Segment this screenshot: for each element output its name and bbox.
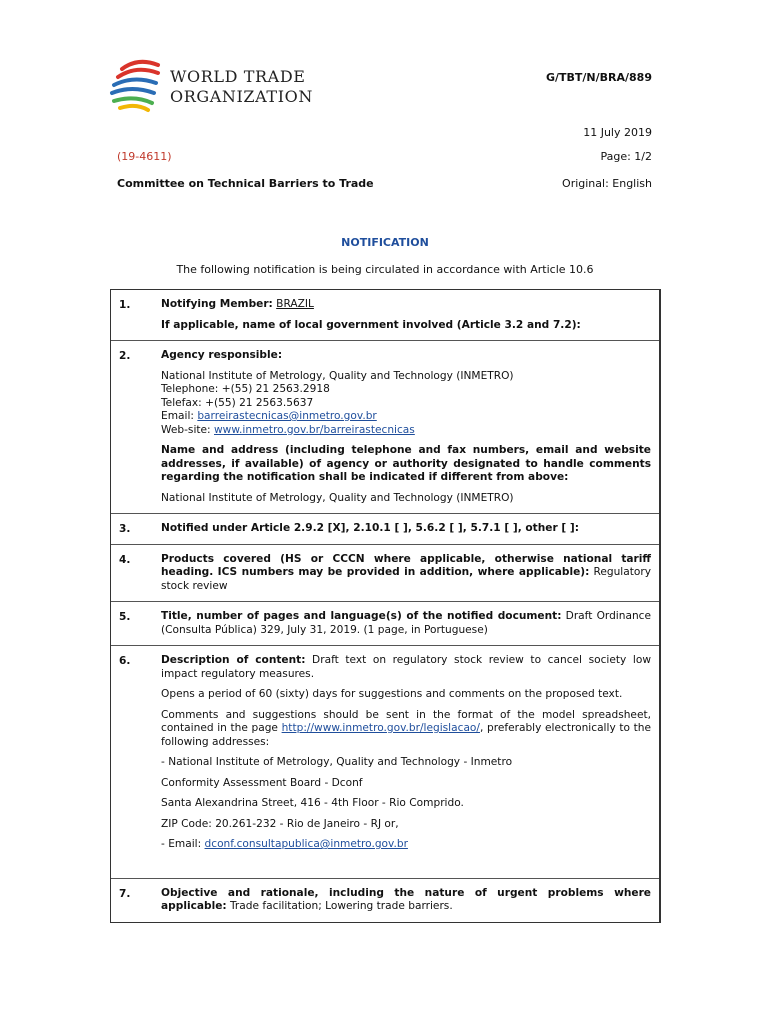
item-number: 2. — [119, 350, 131, 362]
address-line-3: Santa Alexandrina Street, 416 - 4th Floor - Rio Comprido. — [161, 797, 464, 809]
org-name — [170, 67, 313, 107]
name-address-value: National Institute of Metrology, Quality and Technology (INMETRO) — [161, 491, 514, 504]
comments-text: Comments and suggestions should be sent in the format of the model spreadsheet, contained in the page — [161, 708, 651, 734]
document-symbol: G/TBT/N/BRA/889 — [545, 71, 652, 84]
item-label: Title, number of pages and language(s) of the notified document: — [161, 610, 562, 622]
address-line-1: - National Institute of Metrology, Quality and Technology - Inmetro — [161, 756, 513, 768]
item-number: 4. — [119, 553, 131, 566]
products-covered: Regulatory stock review — [161, 566, 651, 592]
agency-telephone: Telephone: +(55) 21 2563.2918 — [161, 383, 330, 395]
page-number: Page: 1/2 — [600, 150, 652, 163]
email-label: Email: — [161, 410, 198, 422]
agency-contact — [161, 370, 651, 438]
legislacao-link[interactable]: http://www.inmetro.gov.br/legislacao/ — [281, 722, 480, 734]
wto-logo-icon — [108, 55, 168, 115]
agency-telefax: Telefax: +(55) 21 2563.5637 — [161, 396, 314, 409]
original-language: Original: English — [562, 177, 652, 190]
notification-table — [110, 289, 661, 923]
name-address-label: Name and address (including telephone and fax numbers, email and website addresses, if available) of agency or authority designated to handle comments regarding the notification shall be indicated if different from above: — [161, 444, 651, 483]
item-5 — [111, 602, 659, 646]
local-government-label: If applicable, name of local government involved (Article 3.2 and 7.2): — [161, 318, 581, 331]
agency-email-link[interactable]: barreirastecnicas@inmetro.gov.br — [197, 410, 377, 422]
comment-period: Opens a period of 60 (sixty) days for suggestions and comments on the proposed text. — [161, 688, 623, 700]
item-7 — [111, 879, 659, 922]
objective-rationale: Trade facilitation; Lowering trade barriers. — [226, 900, 453, 912]
item-number: 1. — [119, 299, 131, 311]
item-4 — [111, 545, 659, 603]
notifying-member: BRAZIL — [276, 298, 314, 310]
dconf-email-link[interactable]: dconf.consultapublica@inmetro.gov.br — [204, 838, 408, 850]
document-reference: (19-4611) — [117, 150, 172, 163]
document-date: 11 July 2019 — [583, 126, 652, 139]
item-3 — [111, 514, 659, 545]
item-label: Notified under Article 2.9.2 [X], 2.10.1 [ ], 5.6.2 [ ], 5.7.1 [ ], other [ ]: — [161, 522, 579, 534]
org-name-line1: WORLD TRADE — [170, 67, 306, 86]
item-label: Notifying Member: — [161, 298, 273, 310]
page-title: NOTIFICATION — [341, 236, 429, 249]
item-label: Description of content: — [161, 654, 306, 666]
item-2 — [111, 341, 659, 514]
item-number: 3. — [119, 523, 131, 535]
address-line-4: ZIP Code: 20.261-232 - Rio de Janeiro - RJ or, — [161, 817, 399, 830]
item-label: Objective and rationale, including the nature of urgent problems where applicable: — [161, 886, 651, 912]
item-1 — [111, 290, 659, 341]
agency-name: National Institute of Metrology, Quality and Technology (INMETRO) — [161, 369, 514, 382]
item-label: Products covered (HS or CCCN where applicable, otherwise national tariff heading. ICS numbers may be provided in addition, where applicable): — [161, 552, 651, 578]
committee-name: Committee on Technical Barriers to Trade — [117, 177, 374, 190]
comments-text-end: , preferably electronically to the following addresses: — [161, 722, 651, 748]
email-label: - Email: — [161, 838, 205, 850]
item-6 — [111, 646, 659, 879]
item-number: 5. — [119, 611, 131, 623]
document-title: Draft Ordinance (Consulta Pública) 329, July 31, 2019. (1 page, in Portuguese) — [161, 610, 652, 636]
item-label: Agency responsible: — [161, 349, 283, 361]
item-number: 7. — [119, 887, 131, 900]
description-content: Draft text on regulatory stock review to cancel society low impact regulatory measures. — [161, 654, 651, 680]
intro-text: The following notification is being circulated in accordance with Article 10.6 — [176, 263, 594, 276]
website-label: Web-site: — [161, 423, 214, 436]
item-number: 6. — [119, 655, 131, 667]
agency-website-link[interactable]: www.inmetro.gov.br/barreirastecnicas — [214, 423, 415, 436]
address-line-2: Conformity Assessment Board - Dconf — [161, 776, 363, 789]
wto-logo — [108, 55, 348, 125]
org-name-line2: ORGANIZATION — [170, 87, 313, 106]
